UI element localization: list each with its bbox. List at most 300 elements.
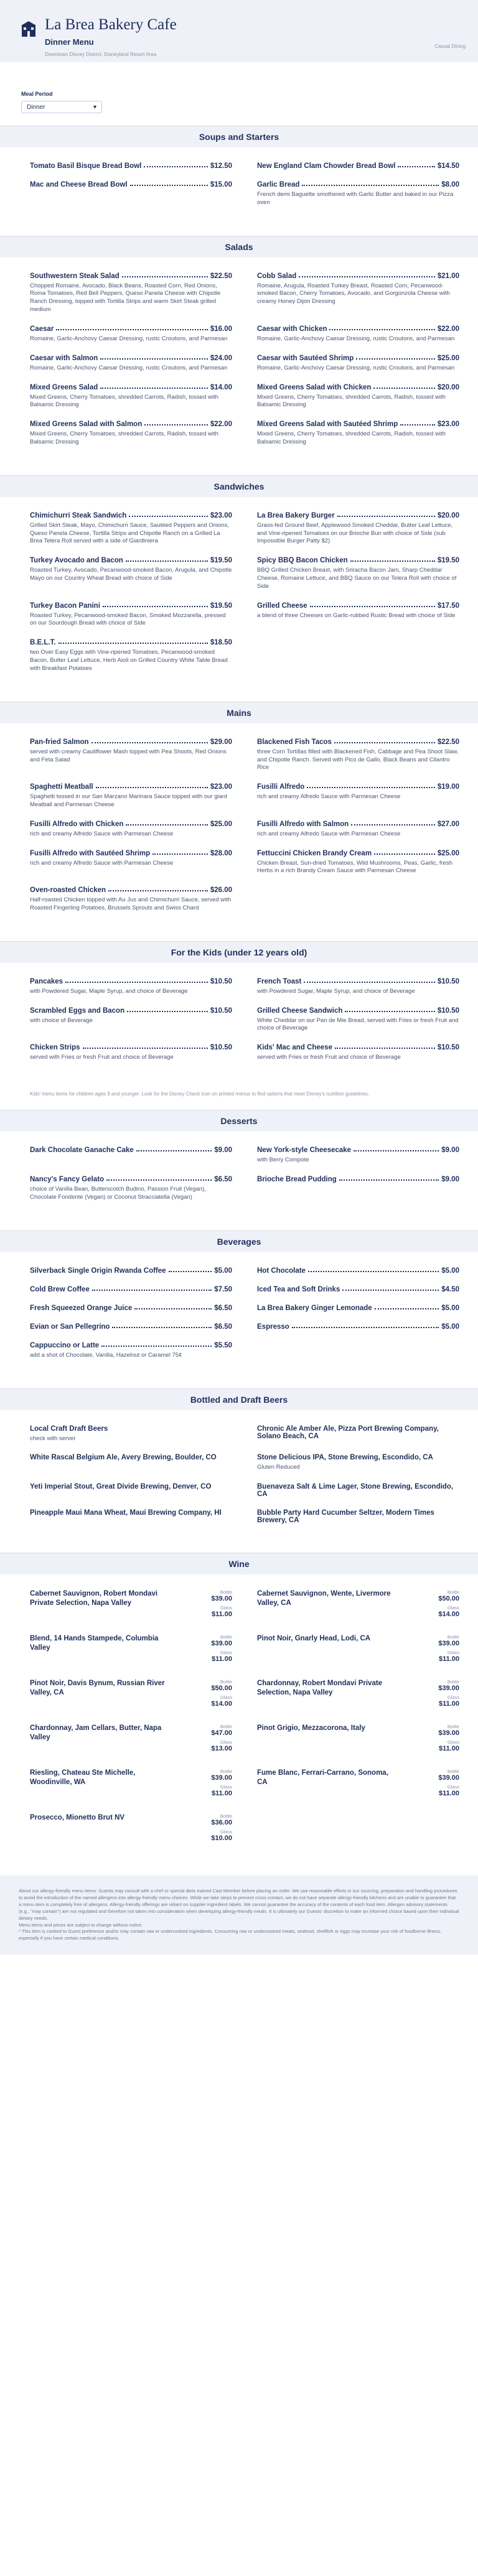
- section-title: Soups and Starters: [0, 126, 478, 147]
- menu-item: [30, 639, 232, 672]
- item-name: Turkey Bacon Panini: [30, 602, 100, 610]
- menu-item-row: [30, 886, 232, 894]
- bottle-label: Bottle: [447, 1679, 459, 1685]
- dot-leader: [65, 982, 208, 983]
- item-description: Half-roasted Chicken topped with Au Jus and Chimichurri Sauce, served with Roasted Fingerling Potatoes, Brussels Sprouts and Swiss Chard: [30, 896, 232, 911]
- item-price: $23.00: [437, 421, 459, 429]
- menu-item-row: [257, 421, 459, 428]
- bottle-label: Bottle: [447, 1724, 459, 1730]
- item-price: $29.00: [210, 738, 232, 746]
- dot-leader: [134, 1308, 212, 1309]
- building-logo-icon: [21, 21, 36, 37]
- dot-leader: [398, 166, 434, 167]
- item-name: Hot Chocolate: [257, 1267, 306, 1275]
- item-description: rich and creamy Alfredo Sauce with Parmesan Cheese: [30, 830, 174, 837]
- restaurant-title: La Brea Bakery Cafe: [45, 16, 177, 33]
- dot-leader: [144, 166, 207, 167]
- menu-item-row: [257, 1044, 459, 1051]
- item-description: Mixed Greens, Cherry Tomatoes, shredded Carrots, Radish, tossed with Balsamic Dressing: [257, 393, 446, 409]
- glass-price: $13.00: [211, 1745, 232, 1753]
- bottle-label: Bottle: [220, 1589, 232, 1596]
- glass-label: Glass: [220, 1695, 232, 1701]
- menu-grid: [0, 723, 478, 941]
- wine-item: [30, 1589, 232, 1620]
- section-title: Wine: [0, 1553, 478, 1574]
- dot-leader: [127, 1011, 208, 1012]
- glass-label: Glass: [447, 1605, 459, 1611]
- wine-name: Prosecco, Mionetto Brut NV: [30, 1814, 125, 1822]
- wine-prices: [438, 1589, 459, 1620]
- item-price: $7.50: [214, 1285, 232, 1293]
- dot-leader: [122, 276, 208, 277]
- item-name: Buenaveza Salt & Lime Lager, Stone Brewing, Escondido, CA: [257, 1483, 454, 1499]
- meal-period-label: Meal Period: [21, 91, 53, 97]
- menu-item: [257, 162, 459, 170]
- wine-item: [30, 1813, 232, 1844]
- item-description: rich and creamy Alfredo Sauce with Parmesan Cheese: [257, 793, 401, 801]
- meal-period: [0, 62, 478, 126]
- item-name: Local Craft Draft Beers: [30, 1425, 108, 1433]
- dot-leader: [351, 824, 435, 825]
- menu-item-row: [30, 355, 232, 362]
- menu-item: [30, 821, 232, 839]
- item-description: Spaghetti tossed in our San Marzano Marinara Sauce topped with our giant Meatball and Parmesan Cheese: [30, 793, 227, 808]
- menu-item-row: [257, 1483, 459, 1498]
- item-description: Romaine, Arugula, Roasted Turkey Breast, Roasted Corn, Pecanwood-smoked Bacon, Cherry Tomatoes, Avocado, and Gorgonzola Cheese with creamy Honey Dijon Dressing: [257, 282, 450, 305]
- dot-leader: [59, 643, 208, 644]
- item-description: Mixed Greens, Cherry Tomatoes, shredded Carrots, Radish, tossed with Balsamic Dressing: [30, 393, 218, 409]
- glass-label: Glass: [220, 1829, 232, 1835]
- item-price: $9.00: [441, 1146, 459, 1155]
- item-description: served with creamy Cauliflower Mash topped with Pea Shoots, Red Onions and Feta Salad: [30, 748, 227, 763]
- menu-item: [30, 272, 232, 314]
- bottle-label: Bottle: [447, 1589, 459, 1596]
- item-name: Grilled Cheese Sandwich: [257, 1007, 343, 1015]
- dot-leader: [350, 560, 435, 562]
- item-name: Nancy's Fancy Gelato: [30, 1176, 105, 1184]
- menu-item-row: [30, 1509, 232, 1517]
- menu-item: [30, 355, 232, 373]
- glass-price: $11.00: [438, 1790, 459, 1798]
- item-price: $14.00: [210, 383, 232, 391]
- dot-leader: [304, 982, 434, 983]
- dot-leader: [101, 1346, 212, 1347]
- menu-item-row: [257, 783, 459, 791]
- dot-leader: [356, 358, 435, 360]
- item-description: two Over Easy Eggs with Vine-ripened Tomatoes, Pecanwood-smoked Bacon, Butter Leaf Lettuce, Herb Aioli on Grilled Country White Table Bread with Breakfast Potatoes: [30, 649, 228, 672]
- bottle-label: Bottle: [447, 1769, 459, 1775]
- item-description: choice of Vanilla Bean, Butterscotch Budino, Passion Fruit (Vegan), Chocolate Fondente (Vegan) or Coconut Stracciatella (Vegan): [30, 1186, 206, 1201]
- dot-leader: [354, 1150, 439, 1151]
- meal-period-select[interactable]: [21, 101, 102, 113]
- dot-leader: [374, 853, 435, 855]
- item-description: with Powdered Sugar, Maple Syrup, and choice of Beverage: [30, 987, 188, 995]
- dot-leader: [96, 787, 208, 788]
- item-name: Caesar with Salmon: [30, 354, 98, 362]
- item-price: $14.50: [437, 162, 459, 170]
- bottle-label: Bottle: [220, 1813, 232, 1820]
- menu-item: [257, 850, 459, 876]
- dot-leader: [375, 1308, 439, 1309]
- menu-grid: [0, 1132, 478, 1230]
- item-name: Yeti Imperial Stout, Great Divide Brewing, Denver, CO: [30, 1483, 212, 1491]
- menu-section: [0, 941, 478, 1110]
- dot-leader: [130, 185, 208, 186]
- menu-section: [0, 475, 478, 702]
- item-price: $5.50: [214, 1341, 232, 1349]
- menu-item: [257, 1044, 459, 1062]
- menu-item-row: [257, 272, 459, 280]
- glass-label: Glass: [220, 1605, 232, 1611]
- bottle-label: Bottle: [220, 1679, 232, 1685]
- wine-name: Chardonnay, Robert Mondavi Private Selection, Napa Valley: [257, 1680, 383, 1697]
- item-description: Romaine, Garlic-Anchovy Caesar Dressing, rustic Croutons, and Parmesan: [30, 335, 228, 342]
- item-name: Brioche Bread Pudding: [257, 1176, 337, 1184]
- item-price: $5.00: [441, 1323, 459, 1331]
- kids-menu-note: Kids' menu items for children ages 9 and younger. Look for the Disney Check icon on printed menus to find options that meet Disney's nutrition guidelines.: [30, 1091, 370, 1097]
- item-price: $5.00: [214, 1267, 232, 1275]
- bottle-price: $39.00: [438, 1774, 459, 1782]
- item-description: Romaine, Garlic-Anchovy Caesar Dressing, rustic Croutons, and Parmesan: [257, 364, 455, 371]
- item-description: rich and creamy Alfredo Sauce with Parmesan Cheese: [30, 859, 174, 867]
- menu-item-row: [30, 602, 232, 610]
- wine-prices: [438, 1769, 459, 1800]
- glass-price: $10.00: [211, 1834, 232, 1843]
- menu-item: [30, 162, 232, 170]
- menu-item-row: [257, 1454, 459, 1461]
- glass-label: Glass: [447, 1650, 459, 1656]
- wine-item: [257, 1724, 459, 1755]
- wine-name: Pinot Grigio, Mezzacorona, Italy: [257, 1724, 365, 1732]
- item-name: Silverback Single Origin Rwanda Coffee: [30, 1267, 166, 1275]
- dot-leader: [329, 329, 434, 330]
- menu-item-row: [257, 1286, 459, 1293]
- menu-item-row: [257, 512, 459, 519]
- item-price: $6.50: [214, 1304, 232, 1312]
- item-name: Fusilli Alfredo with Chicken: [30, 820, 124, 828]
- item-price: $20.00: [437, 511, 459, 519]
- wine-grid: [0, 1574, 478, 1876]
- item-name: Evian or San Pellegrino: [30, 1323, 110, 1331]
- menu-item: [30, 1483, 232, 1498]
- wine-item: [30, 1769, 232, 1800]
- item-name: French Toast: [257, 977, 302, 985]
- dot-leader: [400, 424, 435, 425]
- header: [0, 0, 478, 62]
- bottle-label: Bottle: [220, 1634, 232, 1640]
- wine-name: Pinot Noir, Davis Bynum, Russian River Valley, CA: [30, 1680, 165, 1697]
- menu-item: [257, 1146, 459, 1165]
- item-price: $25.00: [210, 820, 232, 828]
- dot-leader: [83, 1048, 208, 1049]
- menu-item: [30, 384, 232, 410]
- service-type: Casual Dining: [434, 44, 466, 49]
- item-price: $4.50: [441, 1285, 459, 1293]
- item-name: La Brea Bakery Ginger Lemonade: [257, 1304, 372, 1312]
- item-description: served with Fries or fresh Fruit and choice of Beverage: [257, 1054, 401, 1061]
- menu-item: [30, 602, 232, 628]
- menu-item: [30, 1286, 232, 1293]
- menu-item-row: [257, 325, 459, 333]
- item-name: Stone Delicious IPA, Stone Brewing, Escondido, CA: [257, 1454, 433, 1462]
- menu-item-row: [257, 821, 459, 828]
- item-description: add a shot of Chocolate, Vanilla, Hazelnut or Caramel 75¢: [30, 1351, 182, 1359]
- dot-leader: [144, 424, 208, 425]
- item-name: Chicken Strips: [30, 1044, 80, 1052]
- item-price: $22.50: [210, 272, 232, 280]
- menu-section: [0, 1230, 478, 1388]
- wine-prices: [211, 1769, 232, 1800]
- dot-leader: [307, 787, 435, 788]
- menu-item-row: [30, 181, 232, 188]
- item-price: $6.50: [214, 1176, 232, 1184]
- dot-leader: [56, 329, 207, 330]
- bottle-price: $39.00: [211, 1774, 232, 1782]
- item-name: Caesar with Chicken: [257, 325, 327, 333]
- item-description: with Powdered Sugar, Maple Syrup, and choice of Beverage: [257, 987, 415, 995]
- wine-item: [257, 1769, 459, 1800]
- wine-name: Chardonnay, Jam Cellars, Butter, Napa Valley: [30, 1724, 162, 1742]
- item-name: Pancakes: [30, 977, 63, 985]
- item-name: Espresso: [257, 1323, 289, 1331]
- item-price: $8.00: [441, 181, 459, 188]
- menu-item-row: [30, 1323, 232, 1331]
- item-name: Garlic Bread: [257, 181, 300, 188]
- menu-item: [30, 738, 232, 772]
- wine-prices: [211, 1813, 232, 1844]
- item-description: Gluten Reduced: [257, 1464, 300, 1471]
- dot-leader: [126, 824, 207, 825]
- menu-item-row: [30, 1007, 232, 1015]
- item-description: Mixed Greens, Cherry Tomatoes, shredded Carrots, Radish, tossed with Balsamic Dressing: [30, 430, 218, 445]
- wine-prices: [211, 1634, 232, 1665]
- bottle-label: Bottle: [447, 1634, 459, 1640]
- section-title: For the Kids (under 12 years old): [0, 942, 478, 963]
- menu-item: [257, 1509, 459, 1524]
- item-price: $5.00: [441, 1304, 459, 1312]
- dot-leader: [106, 1179, 212, 1181]
- wine-section: [0, 1553, 478, 1876]
- menu-grid: [0, 147, 478, 236]
- item-price: $12.50: [210, 162, 232, 170]
- menu-item-row: [257, 738, 459, 746]
- item-price: $10.50: [210, 1044, 232, 1052]
- menu-item-row: [257, 1267, 459, 1275]
- menu-item: [30, 325, 232, 343]
- item-name: Cappuccino or Latte: [30, 1341, 100, 1349]
- item-price: $21.00: [437, 272, 459, 280]
- menu-item-row: [30, 512, 232, 519]
- menu-item-row: [257, 602, 459, 610]
- dot-leader: [345, 1011, 434, 1012]
- item-price: $22.00: [437, 325, 459, 333]
- item-name: Fusilli Alfredo with Salmon: [257, 820, 349, 828]
- wine-item: [257, 1589, 459, 1620]
- item-name: Scrambled Eggs and Bacon: [30, 1007, 125, 1015]
- item-name: Mixed Greens Salad with Sautéed Shrimp: [257, 421, 398, 429]
- menu-item-row: [30, 1454, 232, 1461]
- item-description: Roasted Turkey, Pecanwood-smoked Bacon, Smoked Mozzarella, pressed on our Sourdough Bread with choice of Side: [30, 611, 226, 627]
- menu-grid: [0, 1252, 478, 1388]
- menu-item-row: [257, 1146, 459, 1154]
- glass-label: Glass: [447, 1695, 459, 1701]
- item-name: Spicy BBQ Bacon Chicken: [257, 557, 348, 565]
- menu-item: [257, 1304, 459, 1312]
- glass-label: Glass: [447, 1784, 459, 1790]
- item-name: Mac and Cheese Bread Bowl: [30, 181, 128, 188]
- menu-item-row: [30, 421, 232, 428]
- item-price: $5.00: [441, 1267, 459, 1275]
- item-description: Chopped Romaine, Avocado, Black Beans, Roasted Corn, Red Onions, Roma Tomatoes, Red Bell Peppers, Queso Panela Cheese with Chipotle Ranch Dressing, topped with Tortilla Strips and warm Skirt Steak grilled medium: [30, 282, 221, 314]
- menu-section: [0, 236, 478, 475]
- wine-prices: [438, 1724, 459, 1755]
- wine-item: [30, 1724, 232, 1755]
- bottle-price: $39.00: [211, 1640, 232, 1648]
- item-price: $9.00: [214, 1146, 232, 1155]
- dot-leader: [100, 388, 208, 389]
- menu-sections: [0, 126, 478, 1553]
- menu-item: [257, 783, 459, 809]
- item-price: $27.00: [437, 820, 459, 828]
- item-price: $23.00: [210, 511, 232, 519]
- item-description: Grass-fed Ground Beef, Applewood Smoked Cheddar, Butter Leaf Lettuce, and Vine-ripened Tomatoes on our Brioche Bun with choice of Side (sub Impossible Burger Patty $2): [257, 521, 453, 545]
- wine-name: Cabernet Sauvignon, Robert Mondavi Private Selection, Napa Valley: [30, 1590, 158, 1607]
- menu-grid: [0, 497, 478, 702]
- dot-leader: [302, 185, 439, 186]
- item-name: Tomato Basil Bisque Bread Bowl: [30, 162, 142, 170]
- item-name: Kids' Mac and Cheese: [257, 1044, 332, 1052]
- item-description: Chicken Breast, Sun-dried Tomatoes, Wild Mushrooms, Peas, Garlic, fresh Herbs in a rich Brandy Cream Sauce with Parmesan Cheese: [257, 859, 452, 875]
- bottle-price: $39.00: [438, 1640, 459, 1648]
- menu-item-row: [257, 978, 459, 985]
- item-price: $18.50: [210, 639, 232, 647]
- item-description: Romaine, Garlic-Anchovy Caesar Dressing, rustic Croutons, and Parmesan: [30, 364, 228, 371]
- bottle-price: $39.00: [438, 1729, 459, 1737]
- section-title: Desserts: [0, 1110, 478, 1132]
- menu-item-row: [257, 181, 459, 188]
- item-description: three Corn Tortillas filled with Blackened Fish, Cabbage and Pea Shoot Slaw, and Chipotle Ranch. Served with Pico de Gallo, Black Beans and Cilantro Rice: [257, 748, 459, 771]
- item-description: with choice of Beverage: [30, 1016, 93, 1024]
- menu-item: [30, 421, 232, 447]
- dot-leader: [108, 890, 208, 891]
- item-name: Oven-roasted Chicken: [30, 886, 106, 895]
- menu-item-row: [30, 557, 232, 564]
- menu-item: [30, 1425, 232, 1443]
- menu-item: [30, 181, 232, 207]
- menu-item-row: [30, 1176, 232, 1183]
- wine-item: [257, 1679, 459, 1710]
- price-notice: Menu items and prices are subject to change without notice.: [19, 1922, 143, 1928]
- section-title: Bottled and Draft Beers: [0, 1389, 478, 1410]
- item-price: $15.00: [210, 181, 232, 188]
- menu-item: [257, 1176, 459, 1202]
- menu-item: [257, 1425, 459, 1443]
- item-description: served with Fries or fresh Fruit and choice of Beverage: [30, 1054, 174, 1061]
- glass-price: $11.00: [438, 1700, 459, 1708]
- item-name: Chronic Ale Amber Ale, Pizza Port Brewing Company, Solano Beach, CA: [257, 1425, 439, 1440]
- item-name: Cold Brew Coffee: [30, 1285, 90, 1293]
- menu-item-row: [257, 1304, 459, 1312]
- menu-item: [257, 1267, 459, 1275]
- wine-name: Cabernet Sauvignon, Wente, Livermore Valley, CA: [257, 1590, 391, 1607]
- item-name: Pan-fried Salmon: [30, 738, 89, 746]
- item-name: Chimichurri Steak Sandwich: [30, 511, 127, 519]
- section-title: Mains: [0, 702, 478, 723]
- menu-item: [257, 1454, 459, 1472]
- item-price: $10.50: [437, 1044, 459, 1052]
- glass-price: $11.00: [211, 1790, 232, 1798]
- glass-label: Glass: [220, 1650, 232, 1656]
- bottle-price: $47.00: [211, 1729, 232, 1737]
- item-price: $10.50: [210, 977, 232, 985]
- glass-label: Glass: [220, 1784, 232, 1790]
- item-price: $19.50: [210, 557, 232, 565]
- wine-prices: [438, 1634, 459, 1665]
- menu-item-row: [257, 1176, 459, 1183]
- item-name: Southwestern Steak Salad: [30, 272, 120, 280]
- menu-item: [257, 1007, 459, 1033]
- bottle-label: Bottle: [220, 1769, 232, 1775]
- menu-item: [30, 1323, 232, 1331]
- menu-item: [257, 738, 459, 772]
- item-description: BBQ Grilled Chicken Breast, with Sriracha Bacon Jam, Sharp Cheddar Cheese, Romaine Lettuce, and BBQ Sauce on our Telera Roll with choice of Side: [257, 567, 457, 590]
- glass-label: Glass: [220, 1739, 232, 1746]
- menu-item-row: [257, 1323, 459, 1331]
- wine-prices: [438, 1679, 459, 1710]
- menu-item-row: [30, 1304, 232, 1312]
- item-description: check with server: [30, 1434, 76, 1442]
- menu-item-row: [30, 783, 232, 791]
- glass-price: $11.00: [438, 1745, 459, 1753]
- menu-item-row: [30, 850, 232, 857]
- menu-item: [30, 1509, 232, 1524]
- menu-item-row: [30, 639, 232, 646]
- item-name: Iced Tea and Soft Drinks: [257, 1285, 340, 1293]
- wine-prices: [211, 1724, 232, 1755]
- meal-period-value: Dinner: [27, 104, 45, 111]
- wine-name: Fume Blanc, Ferrari-Carrano, Sonoma, CA: [257, 1769, 388, 1787]
- dot-leader: [103, 606, 208, 607]
- wine-prices: [211, 1589, 232, 1620]
- menu-item-row: [30, 1044, 232, 1051]
- dot-leader: [310, 606, 435, 607]
- item-name: B.E.L.T.: [30, 639, 56, 647]
- wine-name: Pinot Noir, Gnarly Head, Lodi, CA: [257, 1635, 371, 1643]
- menu-item-row: [30, 1483, 232, 1490]
- menu-item: [257, 421, 459, 447]
- item-name: New England Clam Chowder Bread Bowl: [257, 162, 396, 170]
- section-title: Beverages: [0, 1231, 478, 1252]
- menu-item: [30, 1007, 232, 1033]
- item-price: $26.00: [210, 886, 232, 895]
- item-description: White Cheddar on our Pan de Mie Bread, served with Fries or fresh Fruit and choice of Beverage: [257, 1016, 459, 1032]
- dot-leader: [299, 276, 435, 277]
- menu-item: [30, 1454, 232, 1472]
- menu-item: [30, 1267, 232, 1275]
- menu-item: [30, 1304, 232, 1312]
- dot-leader: [136, 1150, 212, 1151]
- item-name: Pineapple Maui Mana Wheat, Maui Brewing Company, HI: [30, 1509, 222, 1517]
- menu-item-row: [30, 384, 232, 391]
- menu-item: [257, 384, 459, 410]
- menu-item: [257, 557, 459, 590]
- menu-subtitle: Dinner Menu: [45, 37, 94, 47]
- menu-item: [30, 1146, 232, 1165]
- menu-item: [30, 850, 232, 876]
- item-name: New York-style Cheesecake: [257, 1146, 352, 1155]
- item-description: Grilled Skirt Steak, Mayo, Chimichurri Sauce, Sautéed Peppers and Onions, Queso Panela Cheese, Tortilla Strips and Chipotle Ranch on a Grilled La Brea Telera Roll served with a side of Giardiniera: [30, 521, 229, 545]
- wine-item: [257, 1634, 459, 1665]
